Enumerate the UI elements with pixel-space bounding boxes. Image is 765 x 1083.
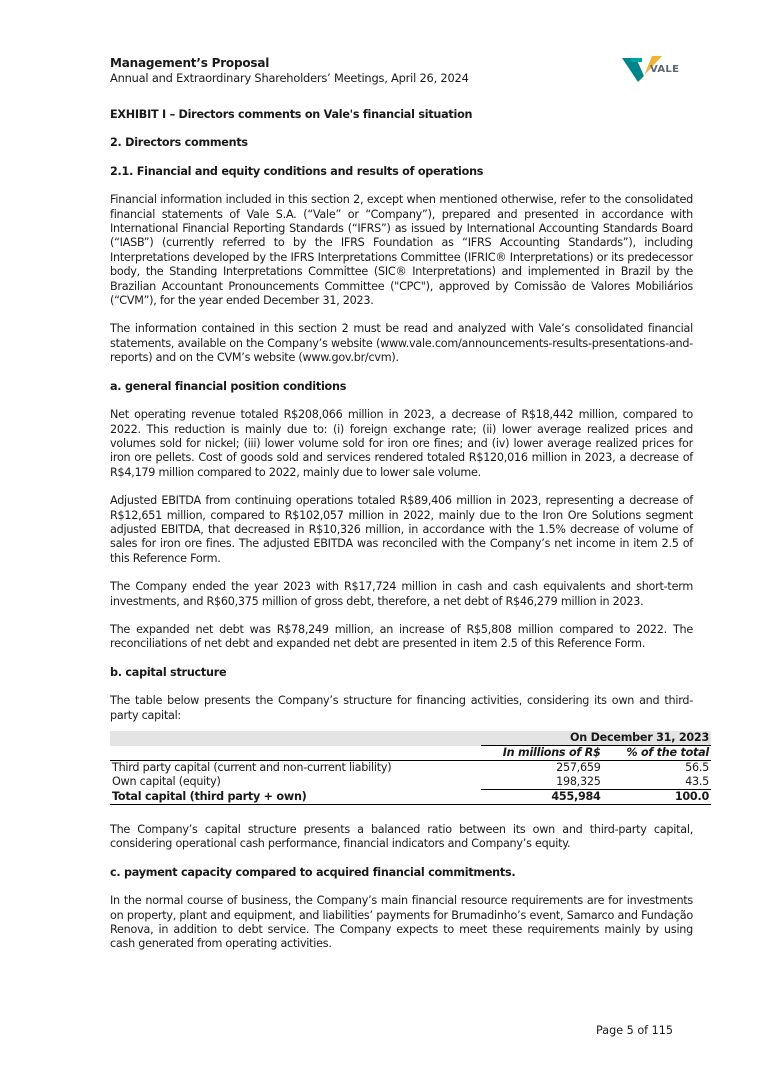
- col-percent-header: % of the total: [603, 746, 711, 761]
- row-percent: 56.5: [685, 761, 709, 774]
- table-total-row: [110, 790, 711, 805]
- capital-structure-table: [110, 731, 711, 805]
- row-amount: 257,659: [556, 761, 601, 774]
- table-header-row: [110, 746, 711, 761]
- header-subtitle: Annual and Extraordinary Shareholders’ Meetings, April 26, 2024: [110, 71, 469, 85]
- section-c-paragraph: In the normal course of business, the Company’s main financial resource requirements are for investments on property, plant and equipment, and liabilities’ payments for Brumadinho’s event, Samarco and Fundação Renova, in addition to debt service. The Company expects to meet these requirements mainly by using cash generated from operating activities.: [110, 894, 693, 951]
- table-row: [110, 761, 711, 776]
- section-c-title: c. payment capacity compared to acquired financial commitments.: [110, 865, 516, 879]
- intro-paragraph: Financial information included in this section 2, except when mentioned otherwise, refer to the consolidated financial statements of Vale S.A. (“Vale” or “Company”), prepared and presented in accordance with International Financial Reporting Standards (“IFRS”) as issued by International Accounting Standards Board (“IASB”) (currently referred to by the IFRS Foundation as “IFRS Accounting Standards”), including Interpretations developed by the IFRS Interpretations Committee (IFRIC® Interpretations) or its predecessor body, the Standing Interpretations Committee (SIC® Interpretations) and implemented in Brazil by the Brazilian Accountant Pronouncements Committee ("CPC"), approved by Comissão de Valores Mobiliários (“CVM”), for the year ended December 31, 2023.: [110, 193, 693, 308]
- section-a-paragraph: The Company ended the year 2023 with R$17,724 million in cash and cash equivalents and short-term investments, and R$60,375 million of gross debt, therefore, a net debt of R$46,279 million in 2023.: [110, 580, 693, 608]
- table-period-header: On December 31, 2023: [481, 731, 711, 746]
- table-period-row: [110, 731, 711, 746]
- section-b-after: The Company’s capital structure presents a balanced ratio between its own and third-party capital, considering operational cash performance, financial indicators and Company’s equity.: [110, 823, 693, 851]
- section-b-title: b. capital structure: [110, 665, 227, 679]
- section-title: 2. Directors comments: [110, 136, 248, 150]
- total-amount: 455,984: [481, 790, 602, 805]
- row-percent: 43.5: [603, 775, 711, 790]
- table-row: [110, 775, 711, 790]
- section-a-paragraph: Adjusted EBITDA from continuing operations totaled R$89,406 million in 2023, representing a decrease of R$12,651 million, compared to R$102,057 million in 2022, mainly due to the Iron Ore Solutions segment adjusted EBITDA, that decreased in R$10,326 million, in accordance with the 1.5% decrease of volume of sales for iron ore fines. The adjusted EBITDA was reconciled with the Company’s net income in item 2.5 of this Reference Form.: [110, 494, 693, 565]
- intro-paragraph: The information contained in this section 2 must be read and analyzed with Vale’s consolidated financial statements, available on the Company’s website (www.vale.com/announcements-results-presentations-and-reports) and on the CVM’s website (www.gov.br/cvm).: [110, 322, 693, 365]
- total-label: Total capital (third party + own): [110, 790, 481, 805]
- col-amount-header: In millions of R$: [481, 746, 602, 761]
- page-number: Page 5 of 115: [596, 1024, 674, 1037]
- header-title: Management’s Proposal: [110, 56, 270, 70]
- document-body: [110, 108, 709, 952]
- exhibit-title: EXHIBIT I – Directors comments on Vale's financial situation: [110, 108, 473, 121]
- section-a-paragraph: Net operating revenue totaled R$208,066 million in 2023, a decrease of R$18,442 million, compared to 2022. This reduction is mainly due to: (i) foreign exchange rate; (ii) lower average realized prices and volumes sold for nickel; (iii) lower volume sold for iron ore fines; and (iv) lower average realized prices for iron ore pellets. Cost of goods sold and services rendered totaled R$120,016 million in 2023, a decrease of R$4,179 million compared to 2022, mainly due to lower sale volume.: [110, 408, 693, 479]
- subsection-title: 2.1. Financial and equity conditions and results of operations: [110, 164, 484, 178]
- row-amount: 198,325: [481, 775, 602, 790]
- vale-logo-text: VALE: [650, 64, 680, 75]
- section-a-title: a. general financial position conditions: [110, 379, 347, 393]
- row-label: Third party capital (current and non-current liability): [112, 761, 392, 774]
- section-a-paragraph: The expanded net debt was R$78,249 million, an increase of R$5,808 million compared to 2022. The reconciliations of net debt and expanded net debt are presented in item 2.5 of this Reference Form.: [110, 622, 693, 651]
- total-percent: 100.0: [603, 790, 711, 805]
- row-label: Own capital (equity): [112, 775, 221, 789]
- section-b-intro: The table below presents the Company’s structure for financing activities, considering its own and third-party capital:: [110, 694, 693, 722]
